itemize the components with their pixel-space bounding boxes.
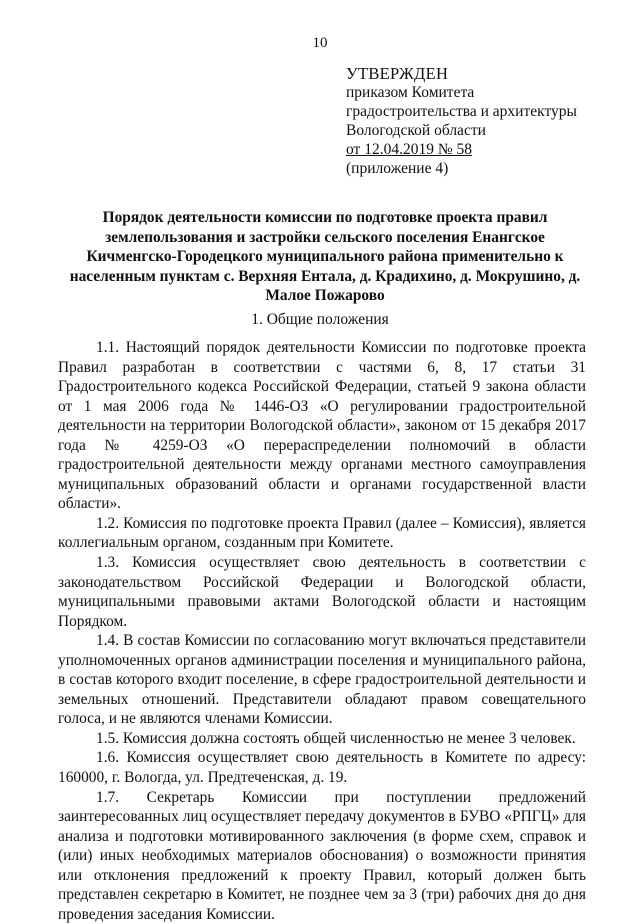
approval-line-1: приказом Комитета: [346, 84, 475, 101]
paragraph-1-5: 1.5. Комиссия должна состоять общей численностью не менее 3 человек.: [96, 729, 576, 747]
paragraph-1-2: 1.2. Комиссия по подготовке проекта Правил (далее – Комиссия), является коллегиальным органом, созданным при Комитете.: [58, 514, 586, 552]
section-heading: 1. Общие положения: [251, 311, 389, 328]
paragraph-1-4: 1.4. В состав Комиссии по согласованию могут включаться представители уполномоченных органов администрации поселения и муниципального района, в состав которого входит поселение, в сфере градостроительной деятельности и земельных отношений. Представители обладают правом совещательного голоса, и не являются членами Комиссии.: [58, 632, 586, 728]
paragraph-1-6: 1.6. Комиссия осуществляет свою деятельность в Комитете по адресу: 160000, г. Вологда, ул. Предтеченская, д. 19.: [58, 749, 586, 787]
approval-date: от 12.04.2019 № 58: [346, 141, 472, 158]
document-body: [58, 338, 586, 924]
approval-line-2: градостроительства и архитектуры: [346, 103, 577, 120]
approval-heading: УТВЕРЖДЕН: [346, 64, 449, 83]
document-title: Порядок деятельности комиссии по подготовке проекта правил землепользования и застройки сельского поселения Енангское Кичменгско-Городецкого муниципального района применительно к населенным пунктам с. Верхняя Ентала, д. Крадихино, д. Мокрушино, д. Малое Пожарово: [69, 209, 581, 305]
approval-line-3: Вологодской области: [346, 122, 486, 139]
paragraph-1-3: 1.3. Комиссия осуществляет свою деятельность в соответствии с законодательством Российской Федерации и Вологодской области, муниципальными правовыми актами Вологодской области и настоящим Порядком.: [58, 554, 586, 630]
approval-block: [346, 64, 626, 178]
page-number: 10: [312, 35, 328, 51]
approval-appendix: (приложение 4): [346, 160, 449, 177]
paragraph-1-7: 1.7. Секретарь Комиссии при поступлении предложений заинтересованных лиц осуществляет передачу документов в БУВО «РПГЦ» для анализа и подготовки мотивированного заключения (в форме схем, справок и (или) иных необходимых материалов обоснования) о возможности принятия или отклонения предложений к проекту Правил, который должен быть представлен секретарю в Комитет, не позднее чем за 3 (три) рабочих дня до дня проведения заседания Комиссии.: [58, 788, 586, 923]
paragraph-1-1: 1.1. Настоящий порядок деятельности Комиссии по подготовке проекта Правил разработан в соответствии с частями 6, 8, 17 статьи 31 Градостроительного кодекса Российской Федерации, статьей 9 закона области от 1 мая 2006 года № 1446-ОЗ «О регулировании градостроительной деятельности на территории Вологодской области», законом от 15 декабря 2017 года № 4259-ОЗ «О перераспределении полномочий в области градостроительной деятельности между органами местного самоуправления муниципальных образований области и органами государственной власти области».: [58, 339, 586, 513]
